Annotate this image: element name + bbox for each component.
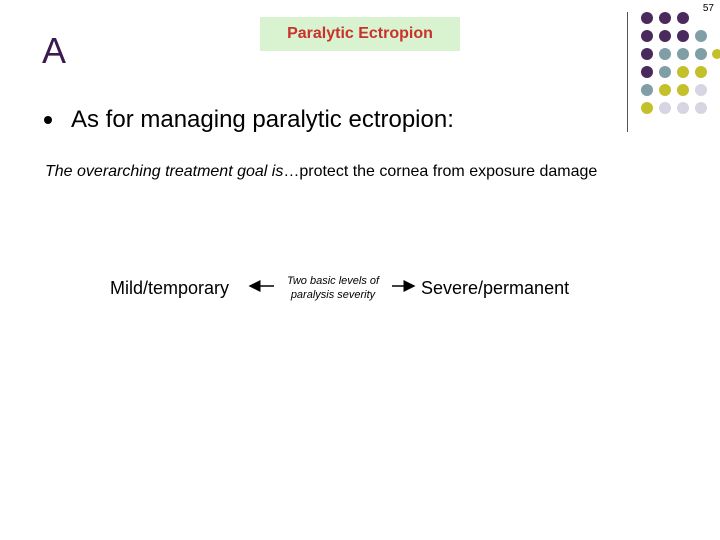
goal-text: …protect the cornea from exposure damage [283,163,598,180]
slide-title: Paralytic Ectropion [287,25,433,42]
goal-intro: The overarching treatment goal is [45,163,284,180]
mild-label: Mild/temporary [110,278,230,298]
severity-levels-label: Two basic levels of paralysis severity [286,275,380,301]
severe-label: Severe/permanent [421,278,570,298]
bullet-text: As for managing paralytic ectropion: [71,106,454,133]
section-letter: A [42,30,67,71]
slide-number: 57 [702,3,714,14]
